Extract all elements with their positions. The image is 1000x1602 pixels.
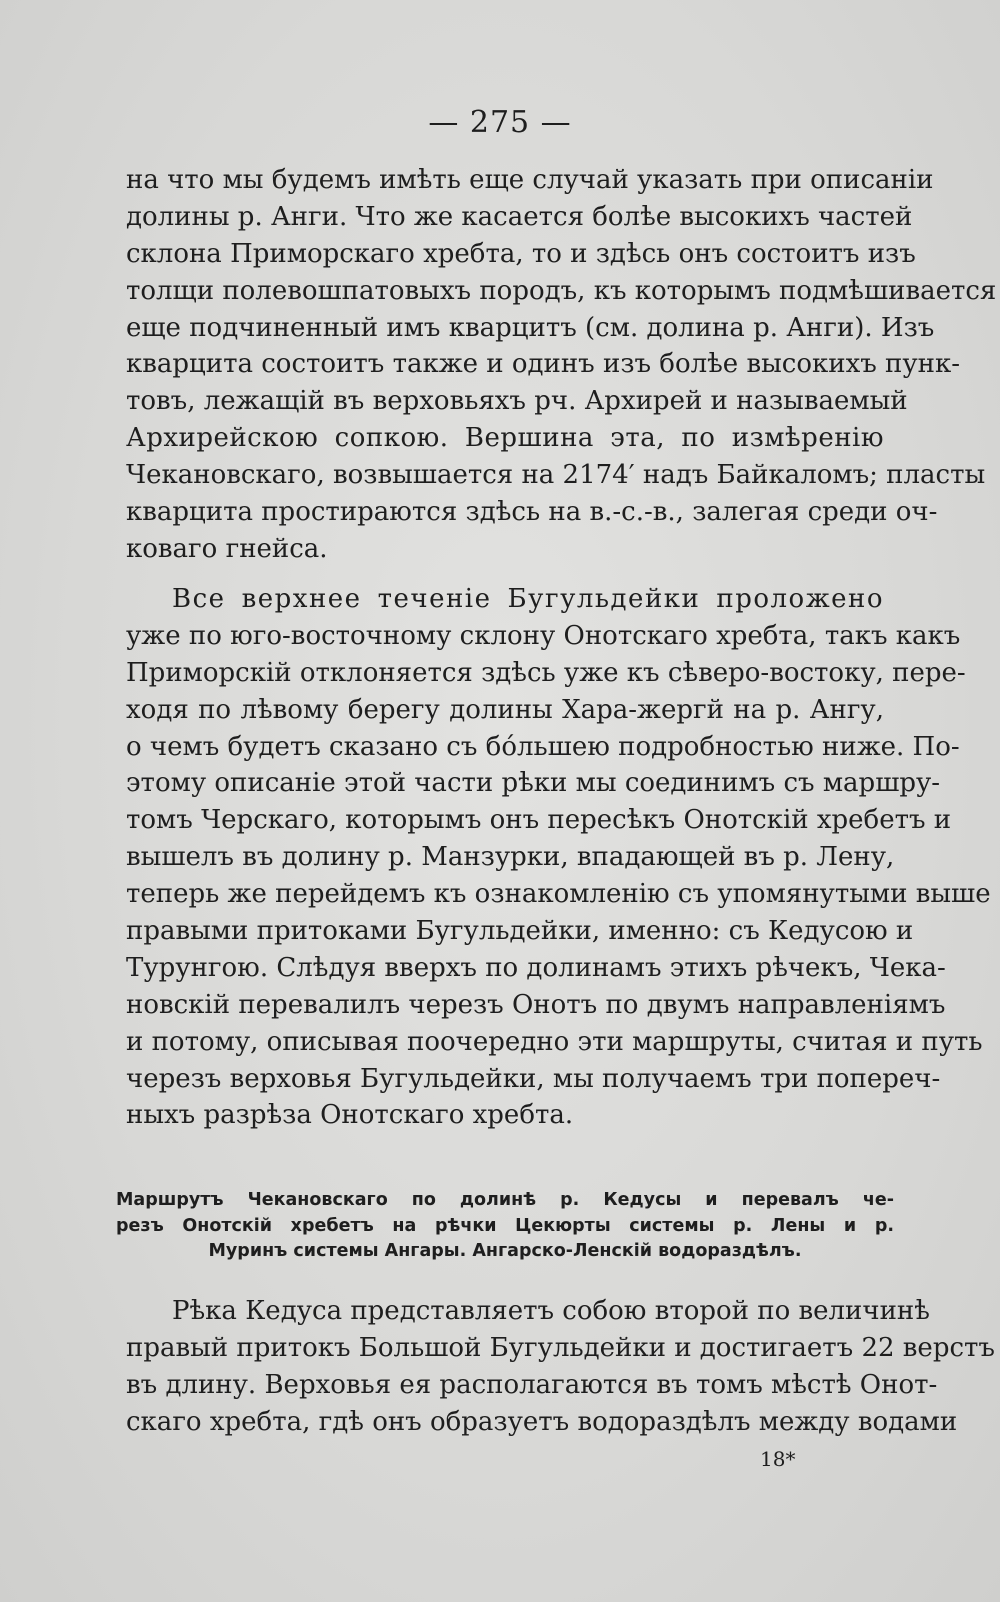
text-line: на что мы будемъ имѣть еще случай указать при описаніи — [126, 165, 934, 195]
heading-line: резъ Онотскій хребетъ на рѣчки Цекюрты системы р. Лены и р. — [116, 1215, 894, 1236]
section-heading — [116, 1188, 894, 1265]
text-line: скаго хребта, гдѣ онъ образуетъ водораздѣлъ между водами — [126, 1406, 958, 1437]
text-line: этому описаніе этой части рѣки мы соединимъ съ маршру- — [126, 768, 941, 799]
text-line: Чекановскаго, возвышается на 2174′ надъ Байкаломъ; пласты — [126, 460, 986, 491]
text-line: ходя по лѣвому берегу долины Хара-жергй на р. Ангу, — [126, 694, 884, 725]
text-line: и потому, описывая поочередно эти маршруты, считая и путь — [126, 1026, 983, 1057]
text-line: въ длину. Верховья ея располагаются въ томъ мѣстѣ Онот- — [126, 1369, 938, 1400]
text-line: вышелъ въ долину р. Манзурки, впадающей въ р. Лену, — [126, 842, 895, 873]
text-line: Турунгою. Слѣдуя вверхъ по долинамъ этихъ рѣчекъ, Чека- — [126, 952, 946, 983]
text-line: Все верхнее теченіе Бугульдейки проложено — [172, 584, 884, 614]
text-line: склона Приморскаго хребта, то и здѣсь онъ состоитъ изъ — [126, 238, 916, 269]
text-line: еще подчиненный имъ кварцитъ (см. долина р. Анги). Изъ — [126, 312, 935, 343]
text-line: правыми притоками Бугульдейки, именно: съ Кедусою и — [126, 916, 914, 947]
text-line: товъ, лежащій въ верховьяхъ рч. Архирей и называемый — [126, 386, 908, 417]
text-line: ныхъ разрѣза Онотскаго хребта. — [126, 1100, 574, 1131]
text-line: томъ Черскаго, которымъ онъ пересѣкъ Онотскій хребетъ и — [126, 805, 952, 836]
heading-line: Маршрутъ Чекановскаго по долинѣ р. Кедусы и перевалъ че- — [116, 1190, 894, 1210]
paragraph-2 — [126, 581, 991, 1134]
text-line: теперь же перейдемъ къ ознакомленію съ упомянутыми выше — [126, 879, 991, 910]
text-line: черезъ верховья Бугульдейки, мы получаемъ три попереч- — [126, 1063, 941, 1094]
text-line: кварцита простираются здѣсь на в.-с.-в., залегая среди оч- — [126, 497, 938, 528]
text-line: правый притокъ Большой Бугульдейки и достигаетъ 22 верстъ — [126, 1332, 995, 1363]
text-line: коваго гнейса. — [126, 533, 328, 564]
text-line: о чемъ будетъ сказано съ бо́льшею подробностью ниже. По- — [126, 731, 960, 762]
text-line: Рѣка Кедуса представляетъ собою второй по величинѣ — [172, 1296, 930, 1326]
paragraph-1 — [126, 162, 997, 568]
heading-line: Муринъ системы Ангары. Ангарско-Ленскій водораздѣлъ. — [208, 1241, 802, 1261]
text-line: Приморскій отклоняется здѣсь уже къ сѣверо-востоку, пере- — [126, 657, 966, 688]
text-line: толщи полевошпатовыхъ породъ, къ которымъ подмѣшивается — [126, 275, 997, 306]
text-line: Архирейскою сопкою. Вершина эта, по измѣренію — [126, 423, 884, 454]
text-line: новскій перевалилъ черезъ Онотъ по двумъ направленіямъ — [126, 989, 946, 1020]
paragraph-3 — [126, 1293, 995, 1441]
page-number: — 275 — — [428, 105, 572, 140]
text-line: уже по юго-восточному склону Онотскаго хребта, такъ какъ — [126, 620, 961, 651]
text-line: долины р. Анги. Что же касается болѣе высокихъ частей — [126, 201, 913, 232]
signature-mark: 18* — [760, 1447, 796, 1471]
text-line: кварцита состоитъ также и одинъ изъ болѣе высокихъ пунк- — [126, 349, 961, 380]
